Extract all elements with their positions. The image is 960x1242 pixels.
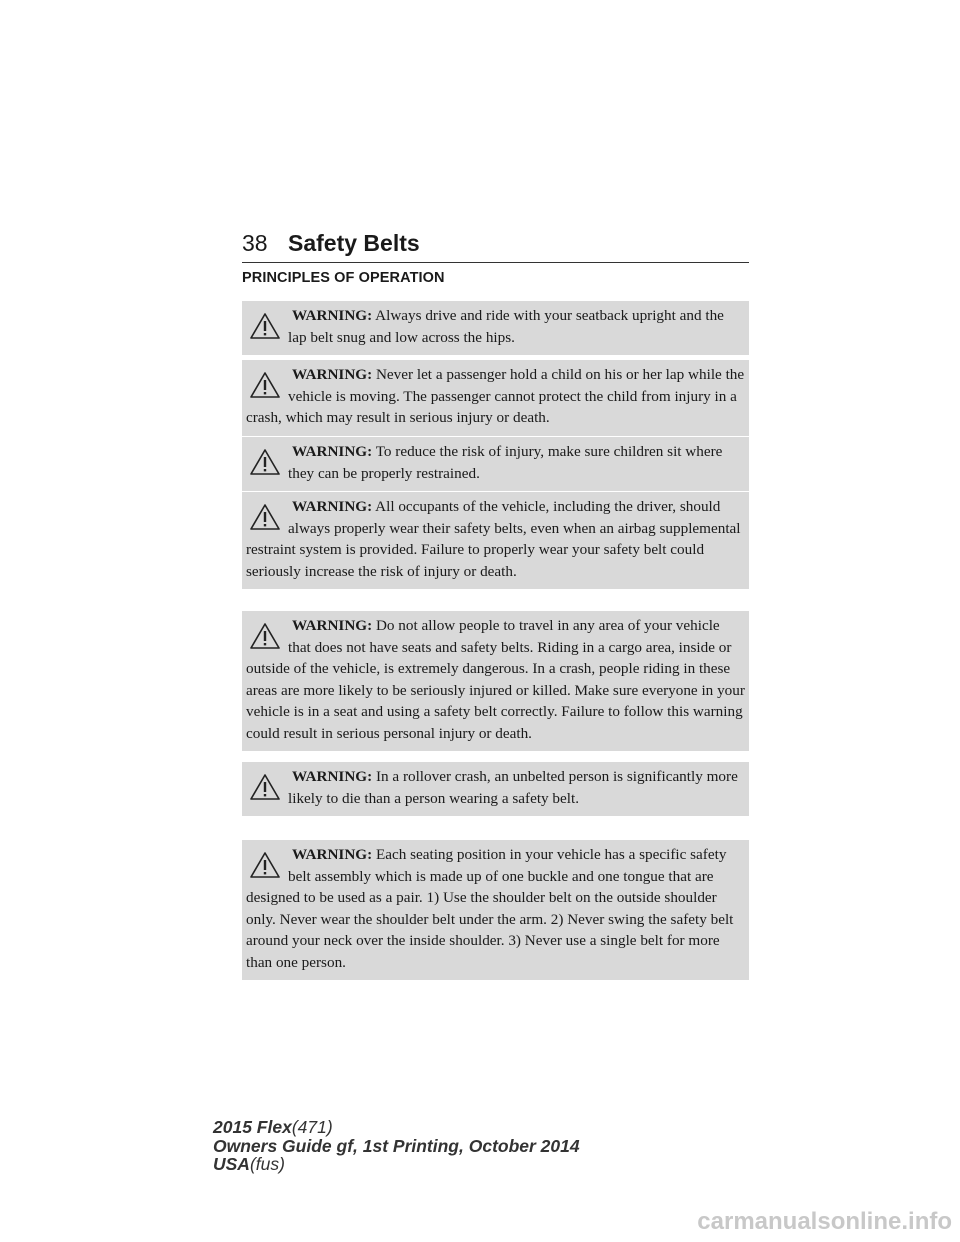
warning-text: Never let a passenger hold a child on his or her lap while the vehicle is moving. The passenger cannot protect the child from injury in a crash, which may result in serious injury or death. <box>246 366 745 426</box>
warning-text: To reduce the risk of injury, make sure children sit where they can be properly restrained. <box>288 443 723 482</box>
footer-line-2: Owners Guide gf, 1st Printing, October 2014 <box>213 1135 580 1156</box>
warning-label: WARNING: <box>292 307 373 324</box>
warning-label: WARNING: <box>292 366 373 383</box>
warning-label: WARNING: <box>292 617 373 634</box>
warning-box <box>242 437 749 491</box>
warning-text: Do not allow people to travel in any area of your vehicle that does not have seats and safety belts. Riding in a cargo area, inside or outside of the vehicle, is extremely dangerous. In a crash, people riding in these areas are more likely to be seriously injured or killed. Make sure everyone in your vehicle is in a seat and using a safety belt correctly. Failure to follow this warning could result in serious personal injury or death. <box>246 617 745 742</box>
page-number: 38 <box>242 230 268 256</box>
footer-market-code: (fus) <box>249 1154 285 1174</box>
footer <box>213 1118 580 1174</box>
warning-triangle-icon <box>248 621 282 651</box>
warning-label: WARNING: <box>292 443 373 460</box>
warning-triangle-icon <box>248 772 282 802</box>
warning-label: WARNING: <box>292 498 373 515</box>
warning-text: All occupants of the vehicle, including the driver, should always properly wear their safety belts, even when an airbag supplemental restraint system is provided. Failure to properly wear your safety belt could seriously increase the risk of injury or death. <box>246 498 741 580</box>
footer-model: 2015 Flex <box>213 1117 292 1137</box>
warning-triangle-icon <box>248 850 282 880</box>
warning-triangle-icon <box>248 447 282 477</box>
warning-box <box>242 492 749 589</box>
warning-box <box>242 840 749 980</box>
warning-box <box>242 611 749 751</box>
warning-triangle-icon <box>248 311 282 341</box>
warning-text: Always drive and ride with your seatback upright and the lap belt snug and low across the hips. <box>288 307 724 346</box>
footer-model-code: (471) <box>291 1117 333 1137</box>
warning-box <box>242 360 749 436</box>
warning-triangle-icon <box>248 502 282 532</box>
section-title: Safety Belts <box>288 230 420 256</box>
footer-line-3 <box>213 1155 580 1174</box>
subheading: PRINCIPLES OF OPERATION <box>242 270 445 286</box>
footer-market: USA <box>213 1154 250 1174</box>
warning-box <box>242 762 749 816</box>
page-header <box>242 228 749 263</box>
warning-label: WARNING: <box>292 846 373 863</box>
warning-label: WARNING: <box>292 768 373 785</box>
warning-triangle-icon <box>248 370 282 400</box>
warning-box <box>242 301 749 355</box>
warning-text: Each seating position in your vehicle has a specific safety belt assembly which is made up of one buckle and one tongue that are designed to be used as a pair. 1) Use the shoulder belt on the outside shoulder only. Never wear the shoulder belt under the arm. 2) Never swing the safety belt around your neck over the inside shoulder. 3) Never use a single belt for more than one person. <box>246 846 734 971</box>
watermark: carmanualsonline.info <box>697 1208 952 1235</box>
footer-line-1 <box>213 1118 580 1137</box>
warning-text: In a rollover crash, an unbelted person is significantly more likely to die than a person wearing a safety belt. <box>288 768 738 807</box>
